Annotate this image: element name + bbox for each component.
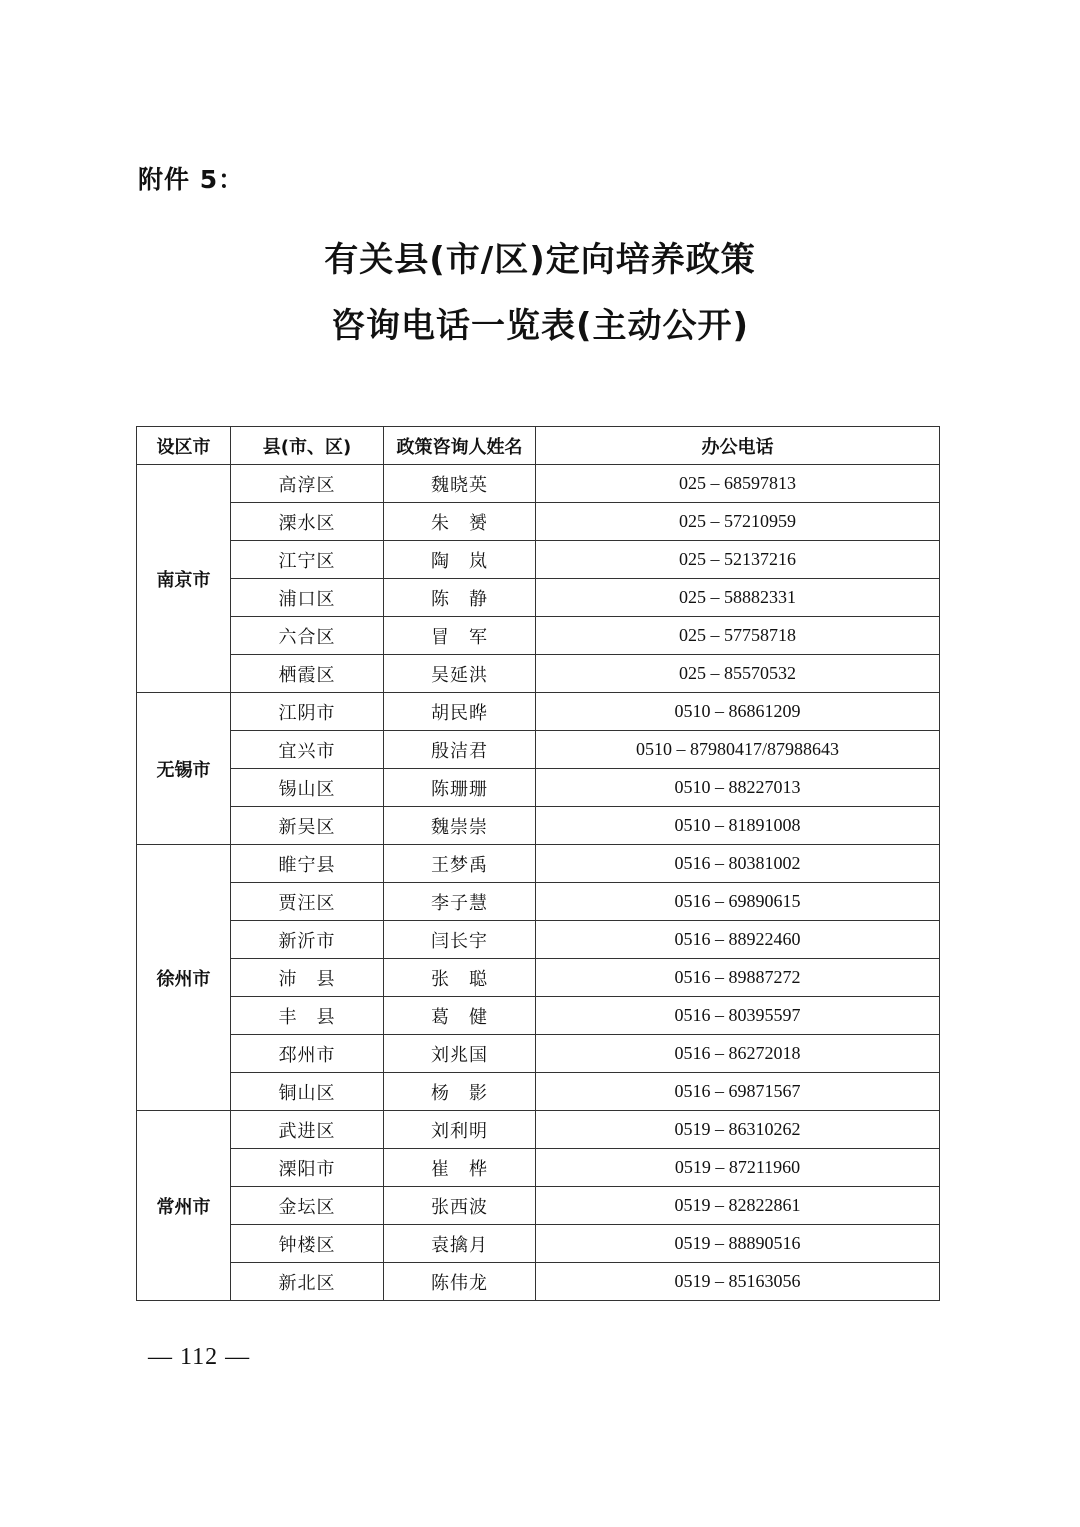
district-cell: 宜兴市: [231, 731, 384, 769]
district-cell: 江阴市: [231, 693, 384, 731]
contact-person-cell: 陶 岚: [384, 541, 536, 579]
header-city: 设区市: [137, 427, 231, 465]
contact-person-cell: 袁擒月: [384, 1225, 536, 1263]
office-phone-cell: 0516 – 80395597: [536, 997, 940, 1035]
district-cell: 武进区: [231, 1111, 384, 1149]
office-phone-cell: 0519 – 87211960: [536, 1149, 940, 1187]
office-phone-cell: 0519 – 88890516: [536, 1225, 940, 1263]
header-office-phone: 办公电话: [536, 427, 940, 465]
contact-table: [136, 426, 940, 1301]
city-cell: 南京市: [137, 465, 231, 693]
table-row: [137, 1111, 940, 1149]
table-row: [137, 541, 940, 579]
office-phone-cell: 0516 – 69890615: [536, 883, 940, 921]
contact-person-cell: 葛 健: [384, 997, 536, 1035]
table-row: [137, 807, 940, 845]
office-phone-cell: 0516 – 80381002: [536, 845, 940, 883]
district-cell: 金坛区: [231, 1187, 384, 1225]
contact-person-cell: 魏晓英: [384, 465, 536, 503]
contact-person-cell: 陈 静: [384, 579, 536, 617]
office-phone-cell: 0516 – 86272018: [536, 1035, 940, 1073]
table-row: [137, 617, 940, 655]
contact-person-cell: 吴延洪: [384, 655, 536, 693]
contact-person-cell: 崔 桦: [384, 1149, 536, 1187]
district-cell: 睢宁县: [231, 845, 384, 883]
office-phone-cell: 0510 – 86861209: [536, 693, 940, 731]
table-header-row: [137, 427, 940, 465]
district-cell: 锡山区: [231, 769, 384, 807]
office-phone-cell: 0516 – 89887272: [536, 959, 940, 997]
office-phone-cell: 0516 – 69871567: [536, 1073, 940, 1111]
table-body: [137, 465, 940, 1301]
table-row: [137, 883, 940, 921]
table-row: [137, 1035, 940, 1073]
table-row: [137, 1225, 940, 1263]
office-phone-cell: 025 – 58882331: [536, 579, 940, 617]
contact-person-cell: 张 聪: [384, 959, 536, 997]
table-row: [137, 655, 940, 693]
office-phone-cell: 0519 – 86310262: [536, 1111, 940, 1149]
table-row: [137, 921, 940, 959]
district-cell: 高淳区: [231, 465, 384, 503]
contact-person-cell: 陈珊珊: [384, 769, 536, 807]
district-cell: 栖霞区: [231, 655, 384, 693]
document-title-line-2: 咨询电话一览表(主动公开): [330, 306, 750, 346]
document-title-line-1: 有关县(市/区)定向培养政策: [324, 240, 756, 280]
table-row: [137, 465, 940, 503]
district-cell: 溧阳市: [231, 1149, 384, 1187]
office-phone-cell: 0516 – 88922460: [536, 921, 940, 959]
contact-person-cell: 殷洁君: [384, 731, 536, 769]
header-district: 县(市、区): [231, 427, 384, 465]
attachment-label: 附件 5：: [138, 165, 245, 194]
office-phone-cell: 0519 – 85163056: [536, 1263, 940, 1301]
contact-person-cell: 张西波: [384, 1187, 536, 1225]
district-cell: 六合区: [231, 617, 384, 655]
district-cell: 新北区: [231, 1263, 384, 1301]
city-cell: 无锡市: [137, 693, 231, 845]
district-cell: 铜山区: [231, 1073, 384, 1111]
district-cell: 溧水区: [231, 503, 384, 541]
office-phone-cell: 025 – 57758718: [536, 617, 940, 655]
table-row: [137, 845, 940, 883]
table-row: [137, 959, 940, 997]
table-row: [137, 997, 940, 1035]
office-phone-cell: 025 – 52137216: [536, 541, 940, 579]
table-row: [137, 731, 940, 769]
district-cell: 沛 县: [231, 959, 384, 997]
table-row: [137, 769, 940, 807]
contact-person-cell: 冒 军: [384, 617, 536, 655]
table-row: [137, 1187, 940, 1225]
office-phone-cell: 025 – 85570532: [536, 655, 940, 693]
district-cell: 邳州市: [231, 1035, 384, 1073]
page-number: — 112 —: [148, 1344, 251, 1370]
contact-person-cell: 杨 影: [384, 1073, 536, 1111]
office-phone-cell: 025 – 57210959: [536, 503, 940, 541]
office-phone-cell: 0510 – 81891008: [536, 807, 940, 845]
contact-person-cell: 魏崇崇: [384, 807, 536, 845]
contact-person-cell: 刘兆国: [384, 1035, 536, 1073]
district-cell: 新吴区: [231, 807, 384, 845]
contact-person-cell: 朱 赟: [384, 503, 536, 541]
district-cell: 浦口区: [231, 579, 384, 617]
contact-person-cell: 李子慧: [384, 883, 536, 921]
table-row: [137, 1073, 940, 1111]
office-phone-cell: 0519 – 82822861: [536, 1187, 940, 1225]
office-phone-cell: 0510 – 88227013: [536, 769, 940, 807]
district-cell: 江宁区: [231, 541, 384, 579]
table-row: [137, 1263, 940, 1301]
district-cell: 钟楼区: [231, 1225, 384, 1263]
office-phone-cell: 0510 – 87980417/87988643: [536, 731, 940, 769]
contact-person-cell: 刘利明: [384, 1111, 536, 1149]
header-contact-person: 政策咨询人姓名: [384, 427, 536, 465]
city-cell: 徐州市: [137, 845, 231, 1111]
district-cell: 丰 县: [231, 997, 384, 1035]
office-phone-cell: 025 – 68597813: [536, 465, 940, 503]
contact-person-cell: 陈伟龙: [384, 1263, 536, 1301]
table-row: [137, 1149, 940, 1187]
contact-person-cell: 胡民晔: [384, 693, 536, 731]
table-row: [137, 579, 940, 617]
contact-person-cell: 王梦禹: [384, 845, 536, 883]
city-cell: 常州市: [137, 1111, 231, 1301]
contact-person-cell: 闫长宇: [384, 921, 536, 959]
table-row: [137, 693, 940, 731]
district-cell: 新沂市: [231, 921, 384, 959]
district-cell: 贾汪区: [231, 883, 384, 921]
table-row: [137, 503, 940, 541]
